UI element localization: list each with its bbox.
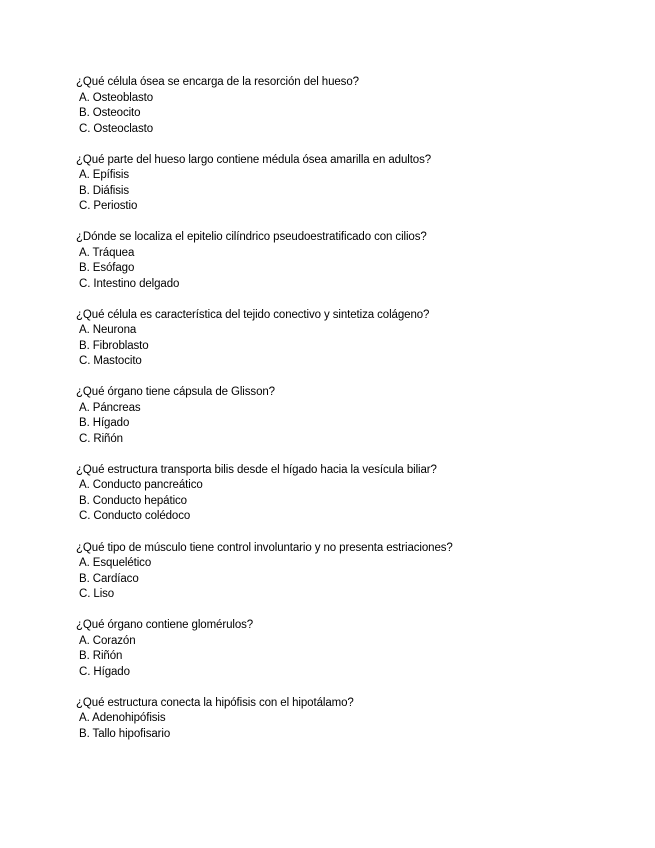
quiz-list [76,75,636,773]
answer-option: B. Tallo hipofisario [79,727,171,740]
question-block [76,308,636,386]
question-block [76,541,636,619]
answer-option: C. Mastocito [79,355,142,368]
answer-option: A. Neurona [79,324,137,337]
answer-option: B. Hígado [79,417,130,430]
answer-option: C. Intestino delgado [79,277,180,290]
question-text: ¿Qué tipo de músculo tiene control involuntario y no presenta estriaciones? [76,541,453,554]
answer-option: A. Páncreas [79,401,141,414]
answer-option: A. Tráquea [79,246,135,259]
answer-option: B. Cardíaco [79,572,139,585]
question-text: ¿Qué estructura transporta bilis desde el hígado hacia la vesícula biliar? [76,463,437,476]
question-text: ¿Qué parte del hueso largo contiene médula ósea amarilla en adultos? [76,153,432,166]
answer-option: A. Osteoblasto [79,91,154,104]
answer-option: C. Hígado [79,665,130,678]
question-text: ¿Qué órgano contiene glomérulos? [76,619,254,632]
question-block [76,153,636,231]
answer-option: B. Fibroblasto [79,339,149,352]
answer-option: A. Corazón [79,634,136,647]
answer-option: C. Liso [79,588,115,601]
question-text: ¿Dónde se localiza el epitelio cilíndrico pseudoestratificado con cilios? [76,231,427,244]
question-text: ¿Qué órgano tiene cápsula de Glisson? [76,386,275,399]
answer-option: B. Conducto hepático [79,494,187,507]
question-block [76,385,636,463]
answer-option: A. Esquelético [79,557,152,570]
question-block [76,75,636,153]
answer-option: B. Riñón [79,650,123,663]
question-block [76,618,636,696]
question-text: ¿Qué célula ósea se encarga de la resorción del hueso? [76,76,359,88]
answer-option: C. Osteoclasto [79,122,154,135]
answer-option: B. Osteocito [79,107,141,119]
answer-option: C. Riñón [79,432,123,445]
question-block [76,230,636,308]
question-text: ¿Qué estructura conecta la hipófisis con el hipotálamo? [76,696,354,709]
question-text: ¿Qué célula es característica del tejido conectivo y sintetiza colágeno? [76,308,430,321]
question-block [76,463,636,541]
answer-option: A. Conducto pancreático [79,479,203,492]
answer-option: C. Periostio [79,200,138,213]
answer-option: A. Adenohipófisis [79,712,166,725]
question-block [76,696,636,774]
answer-option: A. Epífisis [79,169,130,182]
answer-option: B. Esófago [79,262,135,275]
answer-option: B. Diáfisis [79,184,130,197]
answer-option: C. Conducto colédoco [79,510,191,523]
